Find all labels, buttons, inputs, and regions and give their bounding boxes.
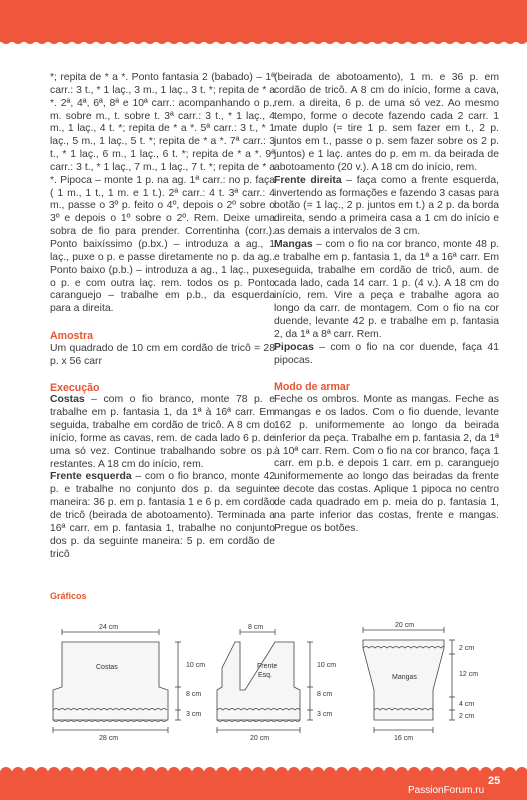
frente-top-width: 8 cm [248, 624, 264, 631]
mangas-h1: 2 cm [459, 645, 475, 652]
costas-h1: 10 cm [186, 662, 206, 669]
frente-esquerda-label: Frente esquerda [50, 471, 132, 483]
modo-de-armar-heading: Modo de armar [274, 381, 350, 394]
frente-bottom-width: 20 cm [250, 735, 270, 742]
costas-bottom-width: 28 cm [99, 735, 119, 742]
mangas-label: Mangas [274, 238, 313, 250]
costas-paragraph [50, 394, 275, 471]
top-scallop-edge [0, 38, 527, 48]
frente-shape [217, 642, 300, 720]
frente-diagram-label-line2: Esq. [258, 672, 273, 679]
costas-text: – com o fio branco, monte 78 p. e trabalhe em p. fantasia 1, da 1ª à 16ª carr. Em seguida, trabalhe em cordão de tricô. A 8 cm do início, forme as cavas, rem. de cada lado 6 p. de uma só vez. Continue trabalhando sobre os p. restantes. A 18 cm do início, rem. [50, 394, 275, 470]
pipocas-label: Pipocas [274, 341, 314, 353]
mangas-paragraph [274, 239, 499, 342]
mangas-h3: 4 cm [459, 701, 475, 708]
frente-h1: 10 cm [317, 662, 337, 669]
costas-h2: 8 cm [186, 691, 202, 698]
costas-diagram-label: Costas [96, 664, 118, 671]
scallop-path [0, 38, 527, 44]
continuation-paragraph: (beirada de abotoamento), 1 m. e 36 p. em cordão de tricô. A 8 cm do início, forme a cava, rem. a direita, 6 p. de uma só vez. Ao mesmo tempo, forme o decote fazendo cada 2 carr. 1 mate duplo (= tire 1 p. sem fazer em t., 2 p. juntos em t., passe o p. sem fazer sobre os 2 p. juntos) e 1 laç. antes do p. em m. da beirada de abotoamento (20 v.). A 18 cm do início, rem. [274, 72, 499, 173]
frente-h2: 8 cm [317, 691, 333, 698]
mangas-text: – com o fio na cor branco, monte 48 p. e trabalhe em p. fantasia 1, da 1ª a 16ª carr. Em seguida, trabalhe em cordão de tricô, aum. de cada lado, cada 14 carr. 1 p. (4 v.). A 18 cm do início, rem. Vire a peça e trabalhe agora ao longo da carr. de montagem. Com o fio na cor duende, levante 42 p. e trabalhe em p. fantasia 2, da 1ª a 8ª carr. Rem. [274, 238, 499, 340]
stitch-instructions-paragraph: *; repita de * a *. Ponto fantasia 2 (babado) – 1ª carr.: 3 t., * 1 laç., 3 m., 1 laç., 3 t. *; repita de * a *. 2ª, 4ª, 6ª, 8ª e 10ª carr.: acompanhando o p., m. sobre m., t. sobre t. 3ª carr.: 3 t., * 1 laç., 4 m., 1 laç., 4 t. *; repita de * a *. 5ª carr.: 3 t., * 1 laç., 5 m., 1 laç., 5 t. *; repita de * a *. 7ª carr.: 3 t., * 1 laç., 6 m., 1 laç., 6 t. *; repita de * a *. 9ª carr.: 3 t., * 1 laç., 7 m., 1 laç., 7 t. *; repita de * a *. Pipoca – monte 1 p. na ag. 1ª carr.: no p. faça ( 1 m., 1 t., 1 m. e 1 t.). 2ª carr.: 4 t. 3ª carr.: 4 m., passe o 3º p. feito o 4º, depois o 2º sobre o 3º e depois o 1º sobre o 2º. Rem. Deixe uma sobra de fio para prender. Correntinha (corr.). Ponto baixíssimo (p.bx.) – introduza a ag., 1 laç., puxe o p. e passe diretamente no p. da ag.. Ponto baixo (p.b.) – introduza a ag., 1 laç., puxe o p. e com outra laç. rem. todos os p. Ponto caranguejo – trabalhe em p.b., da esquerda para a direita. [50, 72, 275, 315]
pattern-diagrams [0, 600, 527, 750]
frente-direita-paragraph [274, 175, 499, 239]
frente-direita-text: – faça como a frente esquerda, invertendo as formações e fazendo 3 casas para botão (= 1 laç., 2 p. juntos em t.) a 2 p. da borda direita, sendo a primeira casa a 1 cm do início e as demais a intervalos de 3 cm. [274, 174, 499, 238]
graficos-heading: Gráficos [50, 591, 87, 601]
page-number: 25 [488, 775, 501, 787]
pipocas-paragraph [274, 342, 499, 368]
costas-label: Costas [50, 394, 85, 406]
execucao-heading: Execução [50, 381, 100, 394]
amostra-text: Um quadrado de 10 cm em cordão de tricô = 28 p. x 56 carr [50, 342, 275, 367]
frente-esquerda-text: – com o fio branco, monte 42 p. e trabalhe no conjunto dos p. da seguinte maneira: 36 p. em p. fantasia 1 e 6 p. em cordão de tricô (beirada de abotoamento). Terminada a 16ª carr. em p. fantasia 1, trabalhe no conjunto dos p. da seguinte maneira: 5 p. em cordão de tricô [50, 471, 276, 560]
frente-esquerda-paragraph [50, 471, 275, 561]
top-decorative-band [0, 0, 527, 42]
pipocas-text: – com o fio na cor duende, faça 41 pipocas. [274, 341, 499, 366]
modo-de-armar-text: Feche os ombros. Monte as mangas. Feche as mangas e os lados. Com o fio duende, levante 162 p. uniformemente ao longo da beirada inferior da peça. Trabalhe em p. fantasia 2, da 1ª à 10ª carr. Rem. Com o fio na cor branco, faça 1 carr. em p.b. e depois 1 carr. em p. caranguejo uniformemente ao longo das beiradas da frente e decote das costas. Aplique 1 pipoca no centro de cada quadrado em p. meia do p. fantasia 1, na parte inferior das costas, frente e mangas. Pregue os botões. [274, 394, 499, 534]
right-column [274, 72, 499, 536]
mangas-bottom-width: 16 cm [394, 735, 414, 742]
mangas-h4: 2 cm [459, 713, 475, 720]
frente-diagram-label-line1: Frente [257, 663, 278, 670]
costas-top-width: 24 cm [99, 624, 119, 631]
left-column [50, 72, 275, 561]
mangas-diagram-label: Mangas [392, 674, 417, 681]
costas-h3: 3 cm [186, 711, 202, 718]
frente-h3: 3 cm [317, 711, 333, 718]
mangas-h2: 12 cm [459, 671, 479, 678]
frente-direita-label: Frente direita [274, 174, 342, 186]
watermark: PassionForum.ru [408, 785, 485, 796]
mangas-top-width: 20 cm [395, 622, 415, 629]
amostra-heading: Amostra [50, 330, 93, 343]
